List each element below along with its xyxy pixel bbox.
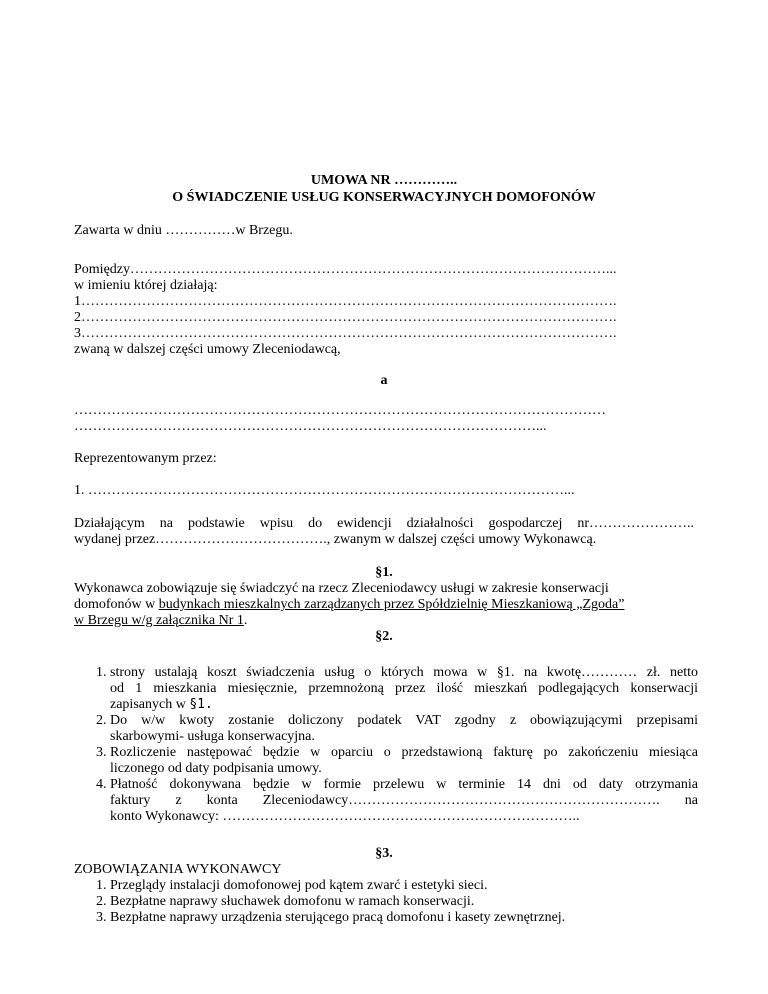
- section2-item-2-line-1: Do w/w kwoty zostanie doliczony podatek VAT zgodny z obowiązującymi przepisami: [110, 713, 698, 728]
- section1-line-3: [74, 613, 247, 629]
- party1-between: Pomiędzy…………………………………………………………………………………………...: [74, 262, 617, 277]
- section3-item-1-text: Przeglądy instalacji domofonowej pod kątem zwarć i estetyki sieci.: [110, 878, 488, 893]
- party2-basis-line-2: wydanej przez………………………………., zwanym w dalszej części umowy Wykonawcą.: [74, 532, 597, 547]
- section2-item-1-num: 1.: [96, 665, 107, 680]
- section2-item-4-num: 4.: [96, 777, 107, 792]
- section2-list: [74, 665, 698, 825]
- section2-item-1-line-1: strony ustalają koszt świadczenia usług o których mowa w §1. na kwotę………… zł. netto: [110, 665, 698, 680]
- section2-item-1-line-3: [110, 697, 698, 713]
- party2-represented-label: Reprezentowanym przez:: [74, 451, 217, 466]
- contract-title-subject: O ŚWIADCZENIE USŁUG KONSERWACYJNYCH DOMOFONÓW: [172, 190, 596, 205]
- party1-called: zwaną w dalszej części umowy Zleceniodawcą,: [74, 342, 341, 357]
- party1-rep-2: 2…………………………………………………………………………………………………….: [74, 310, 617, 325]
- section1-line-2-plain: domofonów w: [74, 597, 159, 612]
- section3-item-1-num: 1.: [96, 878, 107, 893]
- party1-rep-1: 1…………………………………………………………………………………………………….: [74, 294, 617, 309]
- party2-line-2: ………………………………………………………………………………………...: [74, 419, 547, 434]
- section2-item-1: [74, 665, 698, 713]
- section3-item-1: [74, 878, 698, 894]
- section1-line-2: [74, 597, 624, 613]
- section2-item-2: [74, 713, 698, 745]
- section3-heading: §3.: [375, 846, 393, 861]
- section3-item-2-text: Bezpłatne naprawy słuchawek domofonu w ramach konserwacji.: [110, 894, 475, 909]
- conjunction-a: a: [380, 373, 388, 388]
- section2-item-4-line-2: faktury z konta Zleceniodawcy…………………………………………………………. na: [110, 793, 698, 808]
- section3-item-3-text: Bezpłatne naprawy urządzenia sterującego pracą domofonu i kasety zewnętrznej.: [110, 910, 566, 925]
- section1-line-3-end: .: [243, 613, 248, 628]
- section1-line-3-underlined: w Brzegu w/g załącznika Nr 1: [74, 613, 244, 628]
- section1-heading: §1.: [375, 565, 393, 580]
- section2-item-3: [74, 745, 698, 777]
- section3-subheading: ZOBOWIĄZANIA WYKONAWCY: [74, 862, 282, 877]
- section3-item-3: [74, 910, 698, 926]
- contract-title-number: UMOWA NR …………..: [310, 173, 458, 188]
- section2-item-1-last-ref: §1.: [189, 697, 213, 712]
- section3-item-2: [74, 894, 698, 910]
- section2-item-4-line-1: Płatność dokonywana będzie w formie przelewu w terminie 14 dni od daty otrzymania: [110, 777, 698, 792]
- party1-acting: w imieniu której działają:: [74, 278, 218, 293]
- section2-item-4-line-3: konto Wykonawcy: …………………………………………………………………..: [110, 809, 580, 824]
- party1-rep-3: 3…………………………………………………………………………………………………….: [74, 326, 617, 341]
- party2-basis-line-1: [74, 516, 694, 532]
- party2-line-1: ……………………………………………………………………………………………………: [74, 403, 606, 418]
- section2-item-1-line-2: od 1 mieszkania miesięcznie, przemnożoną przez ilość mieszkań podlegających konserwacji: [110, 681, 698, 696]
- basis-text-1: Działającym na podstawie wpisu do ewidencji działalności gospodarczej nr…………………..: [74, 516, 694, 531]
- section2-heading: §2.: [375, 629, 393, 644]
- section1-line-2-underlined: budynkach mieszkalnych zarządzanych przez Spółdzielnię Mieszkaniową „Zgoda”: [158, 597, 625, 612]
- party2-rep-1: 1. …………………………………………………………………………………………...: [74, 483, 575, 498]
- section3-list: [74, 878, 698, 926]
- section2-item-2-line-2: skarbowymi- usługa konserwacyjna.: [110, 729, 315, 744]
- section2-item-1-last-plain: zapisanych w: [110, 697, 190, 712]
- section3-item-3-num: 3.: [96, 910, 107, 925]
- section2-item-3-line-2: liczonego od daty podpisania umowy.: [110, 761, 322, 776]
- section2-item-2-num: 2.: [96, 713, 107, 728]
- section3-item-2-num: 2.: [96, 894, 107, 909]
- section2-item-4: [74, 777, 698, 825]
- section1-line-1: Wykonawca zobowiązuje się świadczyć na rzecz Zleceniodawcy usługi w zakresie konserwacji: [74, 581, 609, 596]
- section2-item-3-num: 3.: [96, 745, 107, 760]
- section2-item-3-line-1: Rozliczenie następować będzie w oparciu o przedstawioną fakturę po zakończeniu miesiąca: [110, 745, 698, 760]
- date-line: Zawarta w dniu ……………w Brzegu.: [74, 223, 293, 238]
